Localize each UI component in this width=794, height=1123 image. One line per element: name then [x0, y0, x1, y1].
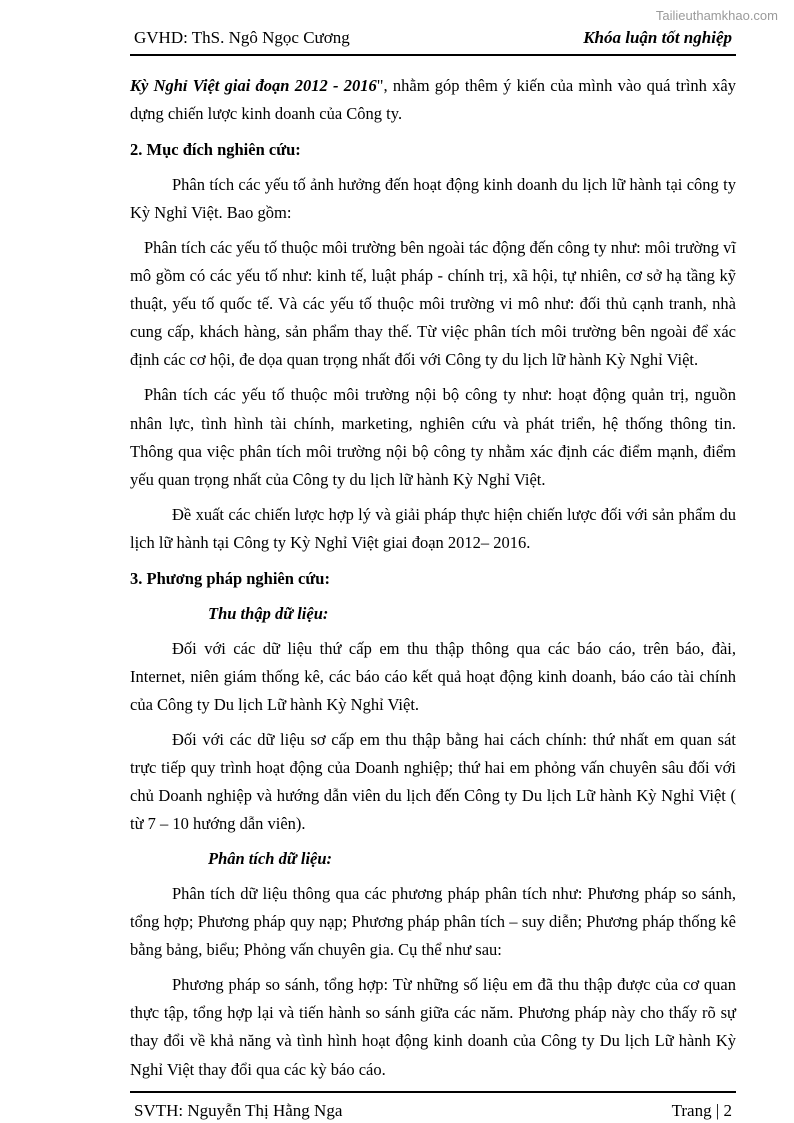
sub-heading-data-analysis: Phân tích dữ liệu:: [208, 849, 333, 869]
paragraph-analysis-methods: Phân tích dữ liệu thông qua các phương pháp phân tích như: Phương pháp so sánh, tổng hợp; Phương pháp quy nạp; Phương pháp phân tích – suy diễn; Phương pháp thống kê bằng bảng, biểu; Phỏng vấn chuyên gia. Cụ thể như sau:: [130, 884, 736, 960]
page-footer: [130, 1091, 736, 1121]
sub-heading-data-collection: Thu thập dữ liệu:: [208, 603, 329, 623]
paragraph-intro: [130, 72, 736, 128]
paragraph-internal-environment: Phân tích các yếu tố thuộc môi trường nội bộ công ty như: hoạt động quản trị, nguồn nhân lực, tình hình tài chính, marketing, nghiên cứu và phát triển, hệ thống thông tin. Thông qua việc phân tích môi trường nội bộ công ty nhằm xác định các điểm mạnh, điểm yếu quan trọng nhất của Công ty du lịch lữ hành Kỳ Nghỉ Việt.: [130, 385, 736, 489]
section-heading-3: 3. Phương pháp nghiên cứu:: [130, 568, 330, 588]
paragraph-proposal: Đề xuất các chiến lược hợp lý và giải pháp thực hiện chiến lược đối với sản phẩm du lịch lữ hành tại Công ty Kỳ Nghỉ Việt giai đoạn 2012– 2016.: [130, 504, 736, 552]
paragraph-external-environment: Phân tích các yếu tố thuộc môi trường bên ngoài tác động đến công ty như: môi trường vĩ mô gồm có các yếu tố như: kinh tế, luật pháp - chính trị, xã hội, tự nhiên, cơ sở hạ tầng kỹ thuật, yếu tố quốc tế. Và các yếu tố thuộc môi trường vi mô như: đối thủ cạnh tranh, nhà cung cấp, khách hàng, sản phẩm thay thế. Từ việc phân tích môi trường bên ngoài để xác định các cơ hội, đe dọa quan trọng nhất đối với Công ty du lịch lữ hành Kỳ Nghỉ Việt.: [130, 238, 736, 370]
paragraph-secondary-data: Đối với các dữ liệu thứ cấp em thu thập thông qua các báo cáo, trên báo, đài, Internet, niên giám thống kê, các báo cáo kết quả hoạt động kinh doanh, báo cáo tài chính của Công ty Du lịch Lữ hành Kỳ Nghỉ Việt.: [130, 638, 736, 714]
document-body: [130, 56, 736, 1091]
footer-page-number: Trang | 2: [671, 1100, 732, 1120]
header-advisor: GVHD: ThS. Ngô Ngọc Cương: [134, 28, 350, 47]
paragraph-intro-rest: ", nhằm góp thêm ý kiến của mình vào quá trình xây dựng chiến lược kinh doanh của Công ty.: [130, 76, 736, 124]
watermark-text: Tailieuthamkhao.com: [655, 8, 778, 23]
section-heading-2: 2. Mục đích nghiên cứu:: [130, 140, 301, 160]
footer-student: SVTH: Nguyễn Thị Hằng Nga: [134, 1100, 343, 1120]
paragraph-primary-data: Đối với các dữ liệu sơ cấp em thu thập bằng hai cách chính: thứ nhất em quan sát trực tiếp quy trình hoạt động của Doanh nghiệp; thứ hai em phỏng vấn chuyên sâu đối với chủ Doanh nghiệp và hướng dẫn viên du lịch đến Công ty Du lịch Lữ hành Kỳ Nghỉ Việt ( từ 7 – 10 hướng dẫn viên).: [130, 729, 736, 834]
page-header: [130, 6, 736, 56]
paragraph-intro-lead: Kỳ Nghỉ Việt giai đoạn 2012 - 2016: [130, 76, 377, 95]
paragraph-purpose: Phân tích các yếu tố ảnh hưởng đến hoạt động kinh doanh du lịch lữ hành tại công ty Kỳ Nghỉ Việt. Bao gồm:: [130, 175, 736, 223]
header-document-type: Khóa luận tốt nghiệp: [583, 28, 732, 47]
paragraph-comparison-method: Phương pháp so sánh, tổng hợp: Từ những số liệu em đã thu thập được của cơ quan thực tập, tổng hợp lại và tiến hành so sánh giữa các năm. Phương pháp này cho thấy rõ sự thay đổi về khả năng và tình hình hoạt động kinh doanh của Công ty Du lịch Lữ hành Kỳ Nghỉ Việt thay đổi qua các kỳ báo cáo.: [130, 975, 736, 1079]
